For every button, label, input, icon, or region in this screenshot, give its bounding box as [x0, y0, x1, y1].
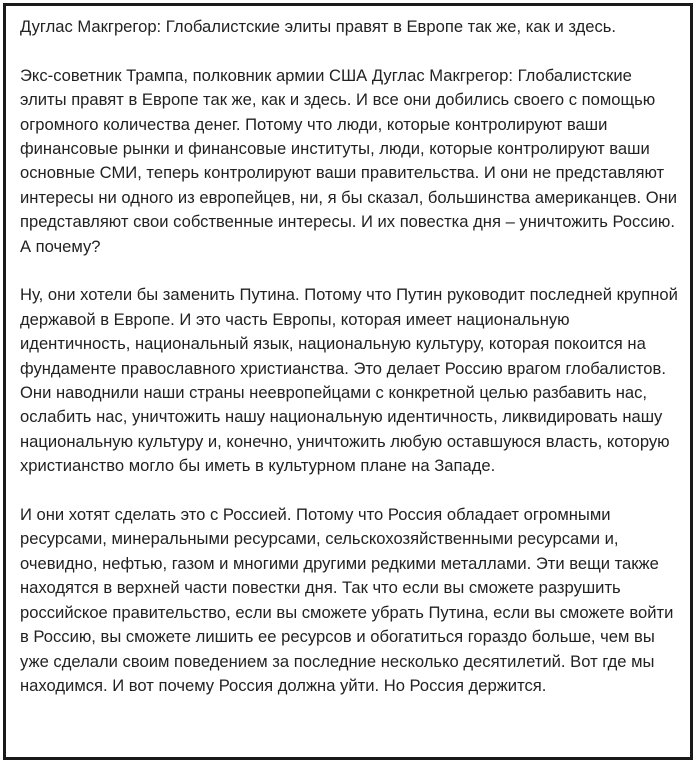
post-content [6, 6, 690, 698]
post-paragraph-3: И они хотят сделать это с Россией. Потому что Россия обладает огромными ресурсами, минеральными ресурсами, сельскохозяйственными ресурсами и, очевидно, нефтью, газом и многими другими редкими металлами. Эти вещи также находятся в верхней части повестки дня. Так что если вы сможете разрушить российское правительство, если вы сможете убрать Путина, если вы сможете войти в Россию, вы сможете лишить ее ресурсов и обогатиться гораздо больше, чем вы уже сделали своим поведением за последние несколько десятилетий. Вот где мы находимся. И вот почему Россия должна уйти. Но Россия держится. [20, 505, 674, 695]
post-paragraph-2: Ну, они хотели бы заменить Путина. Потому что Путин руководит последней крупной державой в Европе. И это часть Европы, которая имеет национальную идентичность, национальный язык, национальную культуру, которая покоится на фундаменте православного христианства. Это делает Россию врагом глобалистов. Они наводнили наши страны неевропейцами с конкретной целью разбавить нас, ослабить нас, уничтожить нашу национальную идентичность, ликвидировать нашу национальную культуру и, конечно, уничтожить любую оставшуюся власть, которую христианство могло бы иметь в культурном плане на Западе. [20, 285, 678, 476]
post-title: Дуглас Макгрегор: Глобалистские элиты правят в Европе так же, как и здесь. [20, 17, 617, 36]
post-paragraph-1: Экс-советник Трампа, полковник армии США Дуглас Макгрегор: Глобалистские элиты правят в Европе так же, как и здесь. И все они добились своего с помощью огромного количества денег. Потому что люди, которые контролируют ваши финансовые рынки и финансовые институты, люди, которые контролируют ваши основные СМИ, теперь контролируют ваши правительства. И они не представляют интересы ни одного из европейцев, ни, я бы сказал, большинства американцев. Они представляют свои собственные интересы. И их повестка дня – уничтожить Россию. А почему? [20, 65, 678, 256]
post-frame [3, 3, 693, 760]
